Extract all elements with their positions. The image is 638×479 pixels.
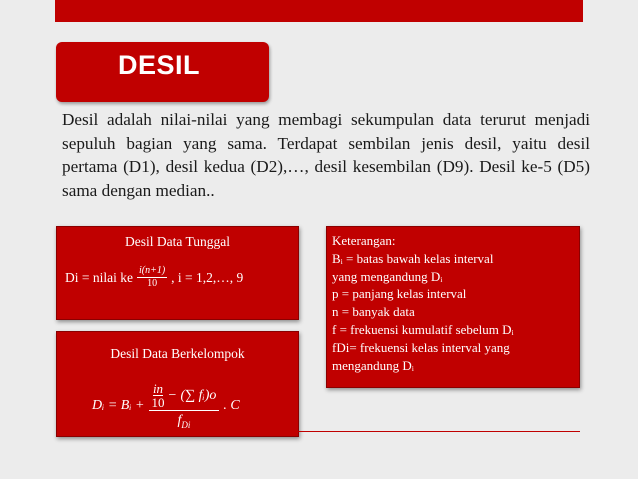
- top-accent-bar: [55, 0, 583, 22]
- fraction-numerator: i(n+1): [138, 265, 166, 276]
- in-over-10: [152, 382, 165, 409]
- minus-sum-term: − (∑ fᵢ)o: [167, 387, 217, 403]
- box-desil-tunggal: [56, 226, 299, 320]
- formula-suffix: , i = 1,2,…, 9: [171, 269, 244, 285]
- main-fraction-numerator: [149, 382, 220, 411]
- keterangan-line: yang mengandung Dᵢ: [332, 268, 443, 284]
- main-fraction-denominator: [177, 411, 190, 430]
- keterangan-line: Keterangan:: [332, 233, 396, 248]
- formula-prefix: Di = nilai ke: [65, 269, 133, 285]
- in-numerator: in: [152, 381, 164, 396]
- fraction: [137, 265, 167, 290]
- keterangan-line: fDi= frekuensi kelas interval yang: [332, 339, 510, 355]
- formula-desil-berkelompok: [92, 382, 240, 430]
- main-fraction: [149, 382, 220, 430]
- keterangan-line: Bᵢ = batas bawah kelas interval: [332, 250, 494, 266]
- bottom-divider: [58, 431, 580, 432]
- keterangan-line: p = panjang kelas interval: [332, 286, 467, 302]
- formula-desil-tunggal: [65, 265, 243, 290]
- in-denominator: 10: [151, 395, 165, 410]
- box-keterangan: [326, 226, 580, 388]
- formula-lhs: Dᵢ = Bᵢ +: [92, 397, 145, 413]
- box-desil-berkelompok: [56, 331, 299, 437]
- denominator-sub: Di: [181, 419, 191, 430]
- intro-paragraph: Desil adalah nilai-nilai yang membagi sekumpulan data terurut menjadi sepuluh bagian yang sama. Terdapat sembilan jenis desil, yaitu desil pertama (D1), desil kedua (D2),…, desil kesembilan (D9). Desil ke-5 (D5) sama dengan median..: [62, 110, 590, 200]
- keterangan-line: mengandung Dᵢ: [332, 357, 414, 373]
- formula-suffix-c: . C: [223, 397, 240, 413]
- box-desil-berkelompok-title: Desil Data Berkelompok: [110, 346, 245, 361]
- keterangan-line: f = frekuensi kumulatif sebelum Dᵢ: [332, 321, 514, 337]
- denominator-f: f: [177, 413, 182, 428]
- slide-title: DESIL: [118, 50, 201, 80]
- keterangan-lines: [332, 232, 514, 374]
- fraction-denominator: 10: [147, 278, 158, 289]
- box-desil-tunggal-title: Desil Data Tunggal: [124, 234, 230, 249]
- keterangan-line: n = banyak data: [332, 304, 415, 320]
